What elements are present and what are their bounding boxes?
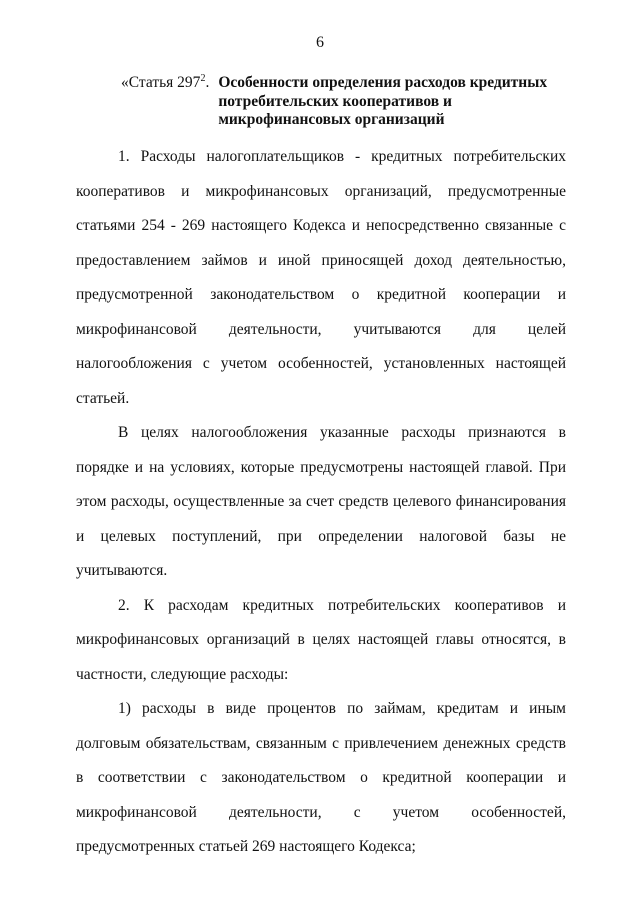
article-label-superscript: 2 xyxy=(200,72,206,84)
article-label xyxy=(121,74,209,130)
paragraph-1: 1. Расходы налогоплательщиков - кредитных потребительских кооперативов и микрофинансовых организаций, предусмотренные статьями 254 - 269 настоящего Кодекса и непосредственно связанные с предоставлением займов и иной приносящей доход деятельностью, предусмотренной законодательством о кредитной кооперации и микрофинансовой деятельности, учитываются для целей налогообложения с учетом особенностей, установленных настоящей статьей. xyxy=(76,148,566,407)
article-label-suffix: . xyxy=(205,74,210,91)
paragraph-2: В целях налогообложения указанные расходы признаются в порядке и на условиях, которые предусмотрены настоящей главой. При этом расходы, осуществленные за счет средств целевого финансирования и целевых поступлений, при определении налоговой базы не учитываются. xyxy=(76,424,566,579)
document-body xyxy=(76,140,566,865)
paragraph-3: 2. К расходам кредитных потребительских кооперативов и микрофинансовых организаций в целях настоящей главы относятся, в частности, следующие расходы: xyxy=(76,596,566,683)
article-header xyxy=(121,74,548,130)
article-label-text: «Статья 297 xyxy=(121,74,201,91)
page-number: 6 xyxy=(316,34,324,51)
article-title: Особенности определения расходов кредитных потребительских кооперативов и микрофинансовых организаций xyxy=(218,74,548,128)
paragraph-4: 1) расходы в виде процентов по займам, кредитам и иным долговым обязательствам, связанным с привлечением денежных средств в соответствии с законодательством о кредитной кооперации и микрофинансовой деятельности, с учетом особенностей, предусмотренных статьей 269 настоящего Кодекса; xyxy=(76,700,566,855)
